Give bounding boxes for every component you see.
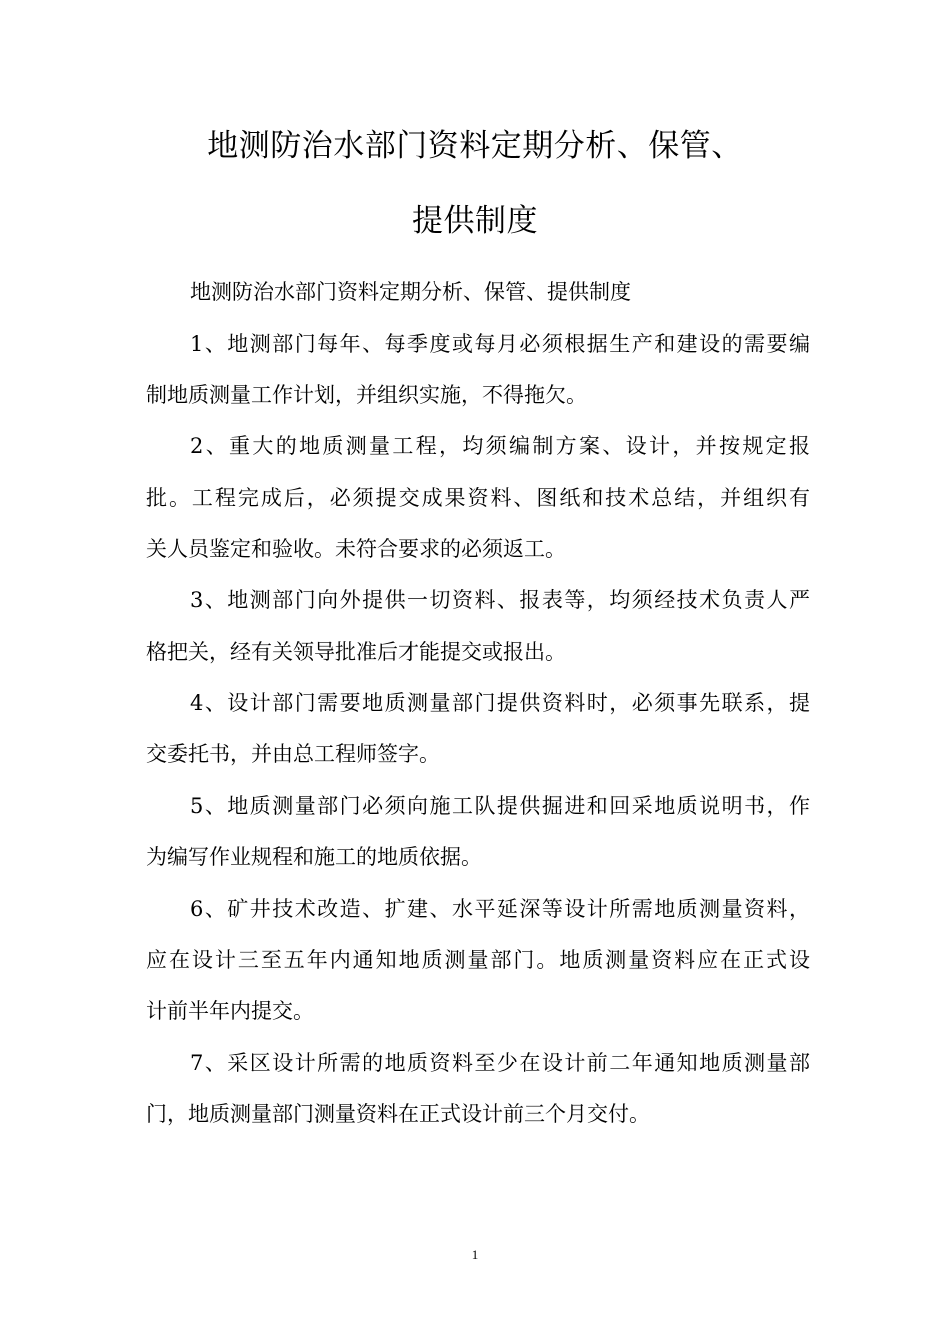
- document-title-line-1: 地测防治水部门资料定期分析、保管、: [207, 128, 743, 164]
- item-5-line-2: 为编写作业规程和施工的地质依据。: [146, 845, 482, 869]
- item-1-number: 1: [190, 332, 204, 356]
- item-7-line-1: 7、采区设计所需的地质资料至少在设计前二年通知地质测量部: [190, 1051, 810, 1075]
- item-3-line-1: 3、地测部门向外提供一切资料、报表等，均须经技术负责人严: [190, 588, 810, 612]
- item-4-number: 4: [190, 691, 204, 715]
- item-4-line-2: 交委托书，并由总工程师签字。: [146, 742, 440, 766]
- item-2-number: 2: [190, 434, 204, 458]
- item-2-line-3: 关人员鉴定和验收。未符合要求的必须返工。: [146, 537, 566, 561]
- item-2-line-1: 2、重大的地质测量工程，均须编制方案、设计，并按规定报: [190, 434, 810, 458]
- item-1-line-1: 1、地测部门每年、每季度或每月必须根据生产和建设的需要编: [190, 332, 810, 356]
- page-number: 1: [471, 1247, 479, 1262]
- item-1-line-2: 制地质测量工作计划，并组织实施，不得拖欠。: [146, 383, 587, 407]
- item-5-number: 5: [190, 794, 204, 818]
- item-6-line-3: 计前半年内提交。: [146, 999, 314, 1023]
- item-3-number: 3: [190, 588, 204, 612]
- item-2-line-2: 批。工程完成后，必须提交成果资料、图纸和技术总结，并组织有: [146, 486, 810, 510]
- item-6-number: 6: [190, 897, 204, 921]
- item-6-line-1: 6、矿井技术改造、扩建、水平延深等设计所需地质测量资料，: [190, 897, 810, 921]
- item-3-line-2: 格把关，经有关领导批准后才能提交或报出。: [146, 640, 566, 664]
- document-title-line-2: 提供制度: [412, 203, 538, 239]
- item-5-line-1: 5、地质测量部门必须向施工队提供掘进和回采地质说明书，作: [190, 794, 810, 818]
- item-7-number: 7: [190, 1051, 204, 1075]
- item-4-line-1: 4、设计部门需要地质测量部门提供资料时，必须事先联系，提: [190, 691, 810, 715]
- item-7-line-2: 门，地质测量部门测量资料在正式设计前三个月交付。: [146, 1102, 650, 1126]
- item-6-line-2: 应在设计三至五年内通知地质测量部门。地质测量资料应在正式设: [146, 948, 810, 972]
- document-subtitle: 地测防治水部门资料定期分析、保管、提供制度: [190, 280, 631, 304]
